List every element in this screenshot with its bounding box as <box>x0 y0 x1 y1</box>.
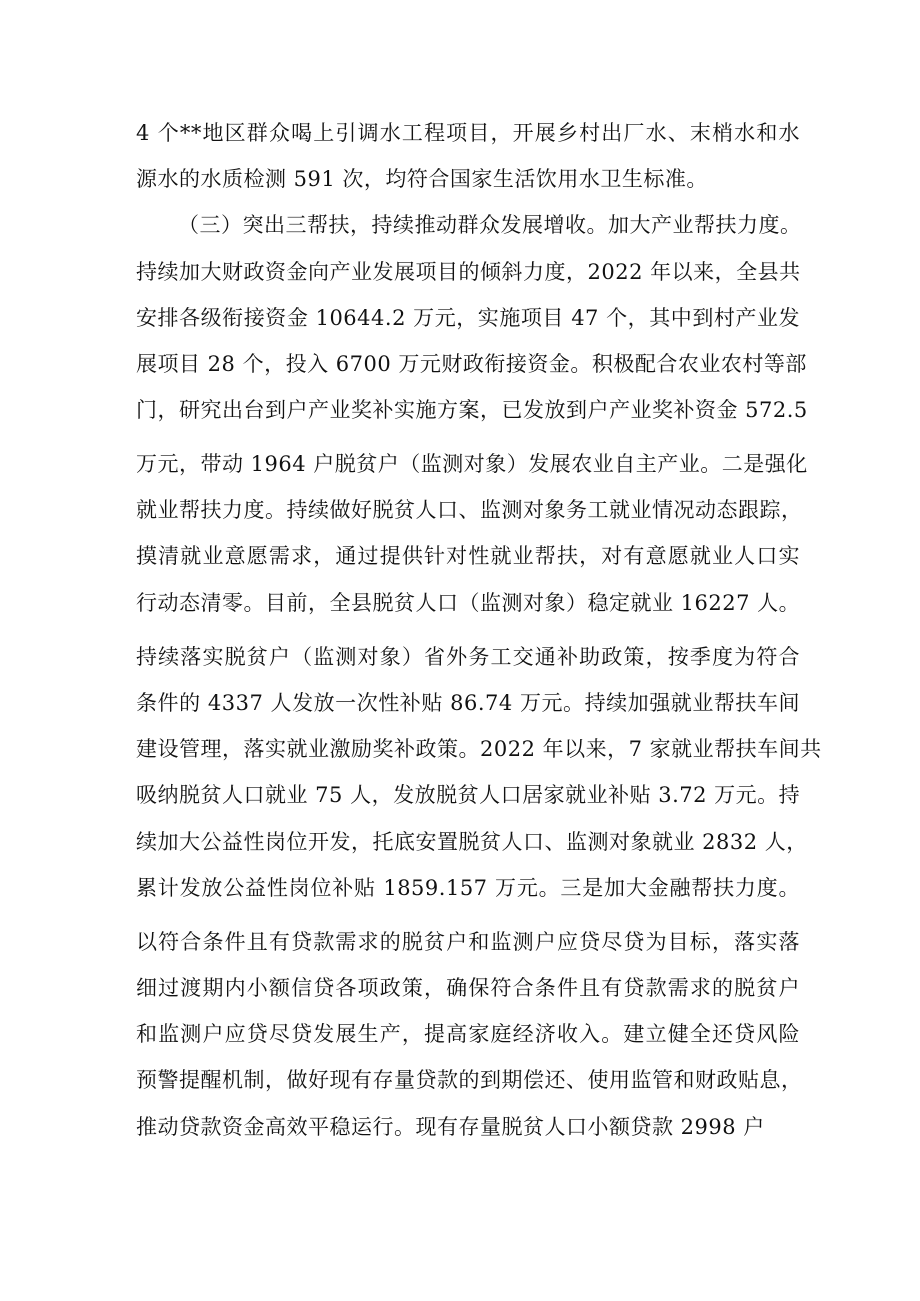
text-line-2: 源水的水质检测 591 次，均符合国家生活饮用水卫生标准。 <box>136 167 708 191</box>
text-line-10: 摸清就业意愿需求，通过提供针对性就业帮扶，对有意愿就业人口实 <box>136 544 800 568</box>
text-line-18: 以符合条件且有贷款需求的脱贫户和监测户应贷尽贷为目标，落实落 <box>136 930 800 954</box>
text-line-5: 安排各级衔接资金 10644.2 万元，实施项目 47 个，其中到村产业发 <box>136 306 800 330</box>
text-line-1: 4 个**地区群众喝上引调水工程项目，开展乡村出厂水、末梢水和水 <box>136 121 800 145</box>
text-line-22: 推动贷款资金高效平稳运行。现有存量脱贫人口小额贷款 2998 户 <box>136 1115 765 1139</box>
text-line-20: 和监测户应贷尽贷发展生产，提高家庭经济收入。建立健全还贷风险 <box>136 1022 800 1046</box>
text-line-3: （三）突出三帮扶，持续推动群众发展增收。加大产业帮扶力度。 <box>178 213 802 237</box>
text-line-8: 万元，带动 1964 户脱贫户（监测对象）发展农业自主产业。二是强化 <box>136 452 808 476</box>
text-line-12: 持续落实脱贫户（监测对象）省外务工交通补助政策，按季度为符合 <box>136 645 800 669</box>
text-line-14: 建设管理，落实就业激励奖补政策。2022 年以来，7 家就业帮扶车间共 <box>136 737 822 761</box>
text-line-21: 预警提醒机制，做好现有存量贷款的到期偿还、使用监管和财政贴息， <box>136 1068 803 1092</box>
text-line-7: 门，研究出台到户产业奖补实施方案，已发放到户产业奖补资金 572.5 <box>136 398 808 422</box>
text-line-9: 就业帮扶力度。持续做好脱贫人口、监测对象务工就业情况动态跟踪， <box>136 498 803 522</box>
text-line-13: 条件的 4337 人发放一次性补贴 86.74 万元。持续加强就业帮扶车间 <box>136 691 800 715</box>
text-line-15: 吸纳脱贫人口就业 75 人，发放脱贫人口居家就业补贴 3.72 万元。持 <box>136 783 801 807</box>
text-line-4: 持续加大财政资金向产业发展项目的倾斜力度，2022 年以来，全县共 <box>136 260 801 284</box>
text-line-17: 累计发放公益性岗位补贴 1859.157 万元。三是加大金融帮扶力度。 <box>136 876 800 900</box>
text-line-19: 细过渡期内小额信贷各项政策，确保符合条件且有贷款需求的脱贫户 <box>136 976 800 1000</box>
text-line-16: 续加大公益性岗位开发，托底安置脱贫人口、监测对象就业 2832 人， <box>136 830 808 854</box>
text-line-11: 行动态清零。目前，全县脱贫人口（监测对象）稳定就业 16227 人。 <box>136 591 801 615</box>
text-line-6: 展项目 28 个，投入 6700 万元财政衔接资金。积极配合农业农村等部 <box>136 352 807 376</box>
